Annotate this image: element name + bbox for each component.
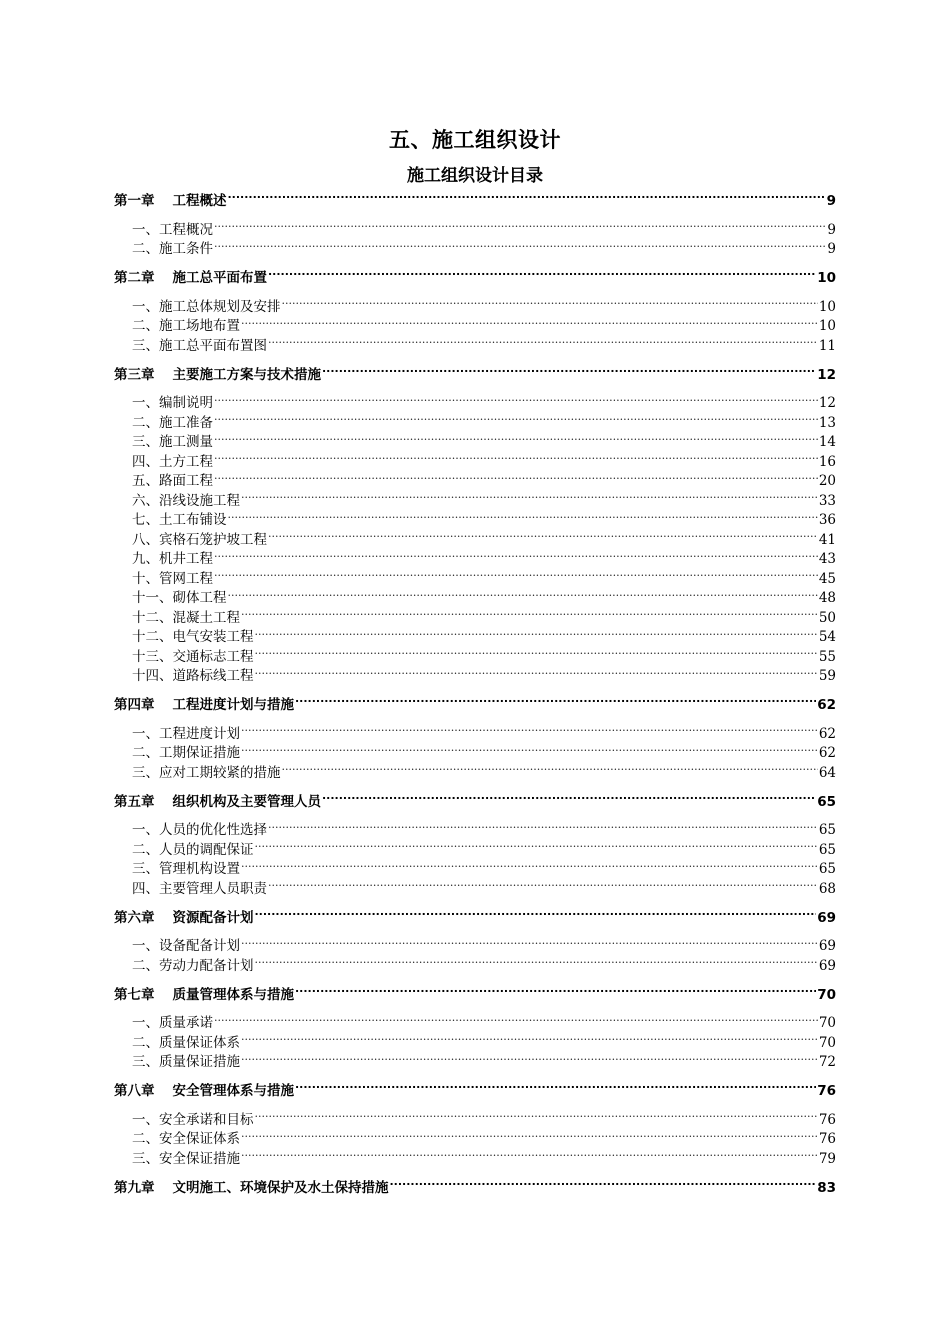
dot-leader <box>214 413 818 427</box>
section-title: 二、施工场地布置 <box>132 318 240 334</box>
chapter-number: 第三章 <box>114 366 155 383</box>
section-title: 二、安全保证体系 <box>132 1131 240 1147</box>
toc-section-entry[interactable] <box>114 956 836 976</box>
toc-chapter-entry[interactable] <box>114 985 836 1005</box>
section-title: 二、劳动力配备计划 <box>132 957 254 974</box>
toc-section-entry[interactable] <box>114 452 836 472</box>
section-title: 三、施工测量 <box>132 434 213 450</box>
dot-leader <box>295 985 816 999</box>
dot-leader <box>241 608 818 622</box>
dot-leader <box>214 433 818 447</box>
section-title: 三、质量保证措施 <box>132 1054 240 1070</box>
dot-leader <box>255 647 818 661</box>
section-page-number: 12 <box>818 395 836 411</box>
section-title: 二、施工准备 <box>132 414 213 431</box>
chapter-number: 第一章 <box>114 193 155 209</box>
section-page-number: 68 <box>818 880 836 897</box>
dot-leader <box>282 297 818 311</box>
chapter-number: 第二章 <box>114 270 155 286</box>
toc-chapter-entry[interactable] <box>114 1081 836 1101</box>
section-page-number: 33 <box>818 492 836 509</box>
section-page-number: 65 <box>818 822 836 838</box>
section-page-number: 62 <box>818 725 836 742</box>
dot-leader <box>241 860 818 874</box>
toc-section-entry[interactable] <box>114 491 836 511</box>
toc-section-group <box>114 937 836 976</box>
dot-leader <box>241 724 818 738</box>
toc-section-entry[interactable] <box>114 530 836 550</box>
toc-section-entry[interactable] <box>114 879 836 899</box>
toc-section-entry[interactable] <box>114 724 836 744</box>
dot-leader <box>322 792 816 806</box>
section-page-number: 43 <box>818 551 836 567</box>
chapter-title: 文明施工、环境保护及水土保持措施 <box>172 1179 389 1196</box>
toc-section-group <box>114 821 836 899</box>
toc-section-group <box>114 1110 836 1169</box>
section-title: 二、工期保证措施 <box>132 745 240 761</box>
section-page-number: 79 <box>818 1150 836 1167</box>
section-title: 一、工程进度计划 <box>132 725 240 742</box>
dot-leader <box>241 744 818 758</box>
dot-leader <box>268 879 818 893</box>
toc-section-entry[interactable] <box>114 550 836 570</box>
dot-leader <box>268 821 818 835</box>
dot-leader <box>241 1149 818 1163</box>
chapter-title: 施工总平面布置 <box>172 270 267 286</box>
section-title: 七、土工布铺设 <box>132 512 227 528</box>
section-page-number: 70 <box>818 1034 836 1051</box>
section-title: 十四、道路标线工程 <box>132 668 254 684</box>
section-title: 一、施工总体规划及安排 <box>132 298 281 315</box>
section-title: 二、人员的调配保证 <box>132 841 254 858</box>
section-page-number: 55 <box>818 648 836 665</box>
section-title: 六、沿线设施工程 <box>132 492 240 509</box>
dot-leader <box>241 1053 818 1067</box>
toc-section-entry[interactable] <box>114 821 836 841</box>
dot-leader <box>241 1033 818 1047</box>
chapter-page-number: 9 <box>826 193 836 209</box>
section-page-number: 14 <box>818 434 836 450</box>
toc-section-entry[interactable] <box>114 1110 836 1130</box>
toc-section-entry[interactable] <box>114 937 836 957</box>
dot-leader <box>241 491 818 505</box>
chapter-number: 第八章 <box>114 1083 155 1099</box>
chapter-title: 组织机构及主要管理人员 <box>172 793 321 810</box>
chapter-title: 资源配备计划 <box>172 909 254 926</box>
dot-leader <box>295 1082 816 1096</box>
chapter-page-number: 76 <box>817 1083 836 1099</box>
toc-section-entry[interactable] <box>114 608 836 628</box>
toc-heading: 施工组织设计目录 <box>407 166 543 186</box>
section-page-number: 62 <box>818 745 836 761</box>
dot-leader <box>241 1130 818 1144</box>
section-page-number: 70 <box>818 1015 836 1031</box>
section-page-number: 9 <box>827 241 836 257</box>
dot-leader <box>255 956 818 970</box>
dot-leader <box>241 937 818 951</box>
toc-section-entry[interactable] <box>114 1130 836 1150</box>
dot-leader <box>241 317 818 331</box>
toc-section-entry[interactable] <box>114 511 836 531</box>
section-page-number: 65 <box>818 841 836 858</box>
toc-section-entry[interactable] <box>114 336 836 356</box>
section-title: 三、管理机构设置 <box>132 861 240 877</box>
chapter-page-number: 70 <box>817 986 836 1003</box>
chapter-title: 质量管理体系与措施 <box>172 986 294 1003</box>
dot-leader <box>282 763 818 777</box>
section-title: 一、编制说明 <box>132 395 213 411</box>
section-page-number: 76 <box>818 1111 836 1128</box>
chapter-page-number: 83 <box>817 1179 836 1196</box>
section-title: 二、施工条件 <box>132 241 213 257</box>
toc-section-entry[interactable] <box>114 413 836 433</box>
dot-leader <box>214 452 818 466</box>
chapter-number: 第五章 <box>114 793 155 810</box>
toc-chapter-entry[interactable] <box>114 191 836 211</box>
toc-section-entry[interactable] <box>114 589 836 609</box>
section-page-number: 54 <box>818 629 836 645</box>
section-title: 十一、砌体工程 <box>132 590 227 606</box>
dot-leader <box>390 1178 817 1192</box>
section-page-number: 65 <box>818 861 836 877</box>
section-page-number: 9 <box>827 221 836 238</box>
toc-section-group <box>114 220 836 259</box>
section-title: 一、工程概况 <box>132 221 213 238</box>
section-page-number: 76 <box>818 1131 836 1147</box>
chapter-number: 第九章 <box>114 1179 155 1196</box>
chapter-page-number: 69 <box>817 909 836 926</box>
section-title: 一、人员的优化性选择 <box>132 822 267 838</box>
toc-section-entry[interactable] <box>114 667 836 687</box>
section-page-number: 16 <box>818 453 836 470</box>
dot-leader <box>255 1110 818 1124</box>
dot-leader <box>228 589 818 603</box>
section-page-number: 48 <box>818 590 836 606</box>
section-title: 十三、交通标志工程 <box>132 648 254 665</box>
section-title: 四、土方工程 <box>132 453 213 470</box>
section-title: 八、宾格石笼护坡工程 <box>132 531 267 548</box>
toc-chapter-entry[interactable] <box>114 268 836 288</box>
toc-section-entry[interactable] <box>114 569 836 589</box>
toc-section-entry[interactable] <box>114 1033 836 1053</box>
dot-leader <box>268 336 818 350</box>
chapter-title: 工程概述 <box>172 193 227 209</box>
chapter-title: 工程进度计划与措施 <box>172 697 294 713</box>
dot-leader <box>268 530 818 544</box>
toc-section-entry[interactable] <box>114 317 836 337</box>
toc-chapter-entry[interactable] <box>114 365 836 385</box>
toc-section-entry[interactable] <box>114 647 836 667</box>
dot-leader <box>228 192 826 206</box>
toc-section-entry[interactable] <box>114 297 836 317</box>
toc-chapter-entry[interactable] <box>114 908 836 928</box>
chapter-page-number: 65 <box>817 793 836 810</box>
dot-leader <box>255 667 818 681</box>
dot-leader <box>255 840 818 854</box>
toc-section-entry[interactable] <box>114 394 836 414</box>
section-title: 三、应对工期较紧的措施 <box>132 764 281 781</box>
page-title: 五、施工组织设计 <box>389 128 561 152</box>
section-page-number: 10 <box>818 318 836 334</box>
section-page-number: 69 <box>818 957 836 974</box>
section-page-number: 13 <box>818 414 836 431</box>
toc-chapter-entry[interactable] <box>114 792 836 812</box>
toc-section-group <box>114 394 836 687</box>
dot-leader <box>214 550 818 564</box>
chapter-page-number: 10 <box>817 270 836 286</box>
section-page-number: 10 <box>818 298 836 315</box>
dot-leader <box>214 240 826 254</box>
section-title: 三、施工总平面布置图 <box>132 337 267 354</box>
section-title: 二、质量保证体系 <box>132 1034 240 1051</box>
chapter-number: 第六章 <box>114 909 155 926</box>
section-title: 一、安全承诺和目标 <box>132 1111 254 1128</box>
toc-section-group <box>114 1014 836 1073</box>
toc-section-entry[interactable] <box>114 240 836 260</box>
toc-section-entry[interactable] <box>114 1053 836 1073</box>
chapter-title: 主要施工方案与技术措施 <box>172 366 321 383</box>
section-title: 九、机井工程 <box>132 551 213 567</box>
toc-section-entry[interactable] <box>114 472 836 492</box>
section-page-number: 72 <box>818 1054 836 1070</box>
dot-leader <box>228 511 818 525</box>
section-title: 一、设备配备计划 <box>132 938 240 954</box>
dot-leader <box>214 1014 818 1028</box>
toc-section-group <box>114 724 836 783</box>
dot-leader <box>214 394 818 408</box>
toc-section-entry[interactable] <box>114 1014 836 1034</box>
toc-chapter-entry[interactable] <box>114 695 836 715</box>
dot-leader <box>322 365 816 379</box>
toc-section-entry[interactable] <box>114 433 836 453</box>
section-title: 一、质量承诺 <box>132 1015 213 1031</box>
toc-chapter-entry[interactable] <box>114 1178 836 1198</box>
chapter-page-number: 62 <box>817 697 836 713</box>
section-page-number: 69 <box>818 938 836 954</box>
section-title: 五、路面工程 <box>132 473 213 489</box>
section-page-number: 50 <box>818 609 836 626</box>
section-title: 四、主要管理人员职责 <box>132 880 267 897</box>
section-page-number: 36 <box>818 512 836 528</box>
toc-section-entry[interactable] <box>114 763 836 783</box>
toc-section-group <box>114 297 836 356</box>
chapter-number: 第七章 <box>114 986 155 1003</box>
dot-leader <box>214 569 818 583</box>
toc-section-entry[interactable] <box>114 628 836 648</box>
section-page-number: 45 <box>818 570 836 587</box>
section-title: 十、管网工程 <box>132 570 213 587</box>
toc-section-entry[interactable] <box>114 1149 836 1169</box>
section-title: 十二、混凝土工程 <box>132 609 240 626</box>
dot-leader <box>255 628 818 642</box>
table-of-contents <box>114 191 836 1207</box>
section-title: 十二、电气安装工程 <box>132 629 254 645</box>
toc-section-entry[interactable] <box>114 860 836 880</box>
toc-section-entry[interactable] <box>114 744 836 764</box>
section-page-number: 64 <box>818 764 836 781</box>
dot-leader <box>295 696 816 710</box>
section-title: 三、安全保证措施 <box>132 1150 240 1167</box>
section-page-number: 41 <box>818 531 836 548</box>
chapter-title: 安全管理体系与措施 <box>172 1083 294 1099</box>
dot-leader <box>214 220 826 234</box>
section-page-number: 20 <box>818 473 836 489</box>
chapter-number: 第四章 <box>114 697 155 713</box>
toc-section-entry[interactable] <box>114 840 836 860</box>
section-page-number: 59 <box>818 668 836 684</box>
dot-leader <box>255 908 817 922</box>
dot-leader <box>268 269 816 283</box>
dot-leader <box>214 472 818 486</box>
toc-section-entry[interactable] <box>114 220 836 240</box>
section-page-number: 11 <box>818 337 836 354</box>
chapter-page-number: 12 <box>817 366 836 383</box>
